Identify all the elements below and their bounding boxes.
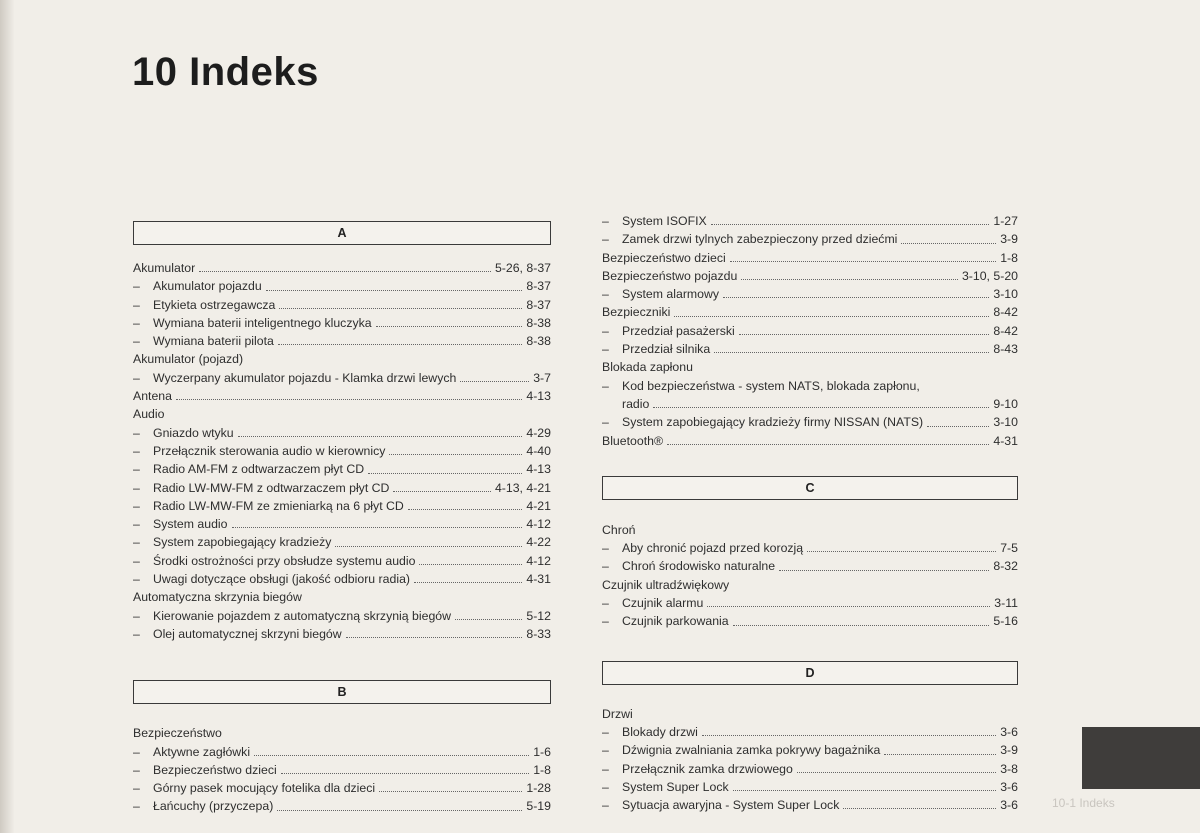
page-reference: 4-21 <box>526 498 551 513</box>
index-subentry <box>602 741 1018 759</box>
dot-leader <box>460 381 529 382</box>
dot-leader <box>232 527 523 528</box>
index-heading: Bezpieczeństwo <box>133 726 222 741</box>
dash-marker: – <box>133 425 140 440</box>
entry-label: Przedział silnika <box>622 342 711 357</box>
section-c <box>602 476 1018 631</box>
index-subentry <box>133 779 551 797</box>
dash-marker: – <box>602 798 609 813</box>
index-column-left <box>133 221 551 816</box>
dash-marker: – <box>133 762 140 777</box>
index-subentry <box>602 377 1018 395</box>
page-reference: 1-8 <box>1000 250 1018 265</box>
page-reference: 3-9 <box>1000 232 1018 247</box>
entry-label: Olej automatycznej skrzyni biegów <box>153 626 342 641</box>
entry-label: Akumulator <box>133 261 196 275</box>
entry-label: Bezpieczeństwo pojazdu <box>602 268 738 283</box>
index-subentry <box>133 424 551 442</box>
dash-marker: – <box>133 443 140 458</box>
dash-marker: – <box>133 572 140 587</box>
entry-list <box>602 521 1018 631</box>
entry-label: Kod bezpieczeństwa - system NATS, blokada zapłonu, <box>622 378 920 393</box>
dash-marker: – <box>133 626 140 641</box>
index-subentry <box>133 761 551 779</box>
entry-label: Kierowanie pojazdem z automatyczną skrzynią biegów <box>153 608 452 623</box>
index-heading: Drzwi <box>602 706 633 721</box>
dot-leader <box>368 473 522 474</box>
index-entry <box>602 432 1018 450</box>
index-subentry <box>602 796 1018 814</box>
page-reference: 4-13 <box>526 389 551 404</box>
dash-marker: – <box>602 614 609 629</box>
dot-leader <box>176 399 522 400</box>
index-subentry <box>133 369 551 387</box>
page-reference: 8-42 <box>993 305 1018 320</box>
dot-leader <box>277 810 522 811</box>
index-subentry <box>133 515 551 533</box>
dot-leader <box>901 243 996 244</box>
dot-leader <box>199 271 491 272</box>
dash-marker: – <box>602 342 609 357</box>
index-subentry <box>602 723 1018 741</box>
dot-leader <box>653 407 989 408</box>
dash-marker: – <box>602 415 609 430</box>
chapter-tab <box>1082 727 1200 789</box>
dash-marker: – <box>602 724 609 739</box>
page-reference: 5-19 <box>526 799 551 814</box>
dash-marker: – <box>133 799 140 814</box>
dot-leader <box>379 791 522 792</box>
dot-leader <box>884 754 996 755</box>
dash-marker: – <box>133 334 140 349</box>
dash-marker: – <box>133 370 140 385</box>
entry-list <box>133 259 551 643</box>
dot-leader <box>739 334 990 335</box>
page-reference: 5-12 <box>526 608 551 623</box>
page-reference: 1-8 <box>533 762 551 777</box>
index-subentry <box>602 612 1018 630</box>
dash-marker: – <box>602 378 609 393</box>
index-subentry <box>602 413 1018 431</box>
index-heading: Audio <box>133 407 165 422</box>
page-reference: 3-10, 5-20 <box>961 268 1018 283</box>
dash-marker: – <box>602 214 609 228</box>
dot-leader <box>927 426 989 427</box>
page-reference: 7-5 <box>1000 541 1018 556</box>
entry-label: System Super Lock <box>622 779 729 794</box>
dash-marker: – <box>133 480 140 495</box>
page-reference: 3-6 <box>1000 724 1018 739</box>
dash-marker: – <box>133 279 140 294</box>
dot-leader <box>702 735 996 736</box>
index-subentry <box>602 557 1018 575</box>
entry-label: Zamek drzwi tylnych zabezpieczony przed dziećmi <box>622 232 898 247</box>
page-reference: 4-29 <box>526 425 551 440</box>
dot-leader <box>238 436 523 437</box>
dot-leader <box>730 261 997 262</box>
dot-leader <box>266 290 523 291</box>
entry-label: Czujnik alarmu <box>622 596 704 611</box>
index-subentry <box>133 497 551 515</box>
page-reference: 4-22 <box>526 535 551 550</box>
dash-marker: – <box>602 287 609 302</box>
entry-label: Bezpieczeństwo dzieci <box>602 250 726 265</box>
page-reference: 1-28 <box>526 781 551 796</box>
section-a <box>133 221 551 643</box>
entry-label: Środki ostrożności przy obsłudze systemu audio <box>153 553 416 568</box>
index-subentry <box>133 607 551 625</box>
page-reference: 3-9 <box>1000 743 1018 758</box>
dot-leader <box>667 444 989 445</box>
dash-marker: – <box>602 779 609 794</box>
index-subentry <box>133 743 551 761</box>
page-reference: 8-43 <box>993 342 1018 357</box>
entry-label: System zapobiegający kradzieży <box>153 535 332 550</box>
dot-leader <box>335 546 522 547</box>
entry-label: Bluetooth® <box>602 433 664 448</box>
entry-label: Chroń środowisko naturalne <box>622 559 776 574</box>
dot-leader <box>807 551 996 552</box>
page-reference: 3-8 <box>1000 761 1018 776</box>
page-reference: 4-31 <box>526 572 551 587</box>
page-reference: 3-6 <box>1000 779 1018 794</box>
entry-label: Aby chronić pojazd przed korozją <box>622 541 804 556</box>
dot-leader <box>408 509 523 510</box>
index-entry <box>133 259 551 277</box>
index-subentry <box>133 552 551 570</box>
entry-label: Przedział pasażerski <box>622 323 735 338</box>
entry-label: Przełącznik sterowania audio w kierownicy <box>153 443 386 458</box>
index-subentry <box>602 760 1018 778</box>
entry-label: Czujnik parkowania <box>622 614 729 629</box>
page-reference: 3-7 <box>533 370 551 385</box>
dash-marker: – <box>602 596 609 611</box>
dot-leader <box>733 625 990 626</box>
dot-leader <box>346 637 523 638</box>
letter-header: A <box>133 221 551 245</box>
page-reference: 9-10 <box>993 396 1018 411</box>
entry-list <box>602 705 1018 815</box>
page-reference: 8-32 <box>993 559 1018 574</box>
index-entry <box>133 387 551 405</box>
page-reference: 1-27 <box>993 214 1018 228</box>
page-reference: 8-42 <box>993 323 1018 338</box>
index-column-right <box>602 212 1018 814</box>
dash-marker: – <box>133 297 140 312</box>
dash-marker: – <box>133 744 140 759</box>
index-heading: Chroń <box>602 522 636 537</box>
entry-label: Uwagi dotyczące obsługi (jakość odbioru radia) <box>153 572 410 587</box>
index-entry <box>602 249 1018 267</box>
index-subentry <box>133 332 551 350</box>
dot-leader <box>393 491 491 492</box>
entry-label: System audio <box>153 517 228 532</box>
dot-leader <box>843 808 996 809</box>
entry-label: Radio LW-MW-FM z odtwarzaczem płyt CD <box>153 480 390 495</box>
entry-label: Przełącznik zamka drzwiowego <box>622 761 793 776</box>
dot-leader <box>389 454 522 455</box>
entry-label: Wyczerpany akumulator pojazdu - Klamka drzwi lewych <box>153 370 457 385</box>
letter-header: B <box>133 680 551 704</box>
entry-label: Łańcuchy (przyczepa) <box>153 799 274 814</box>
page-reference: 8-33 <box>526 626 551 641</box>
entry-label: Blokady drzwi <box>622 724 698 739</box>
index-subentry <box>133 314 551 332</box>
dot-leader <box>723 297 989 298</box>
index-subentry <box>602 285 1018 303</box>
entry-label: Etykieta ostrzegawcza <box>153 297 276 312</box>
page-title: 10 Indeks <box>132 50 319 94</box>
index-subentry <box>602 212 1018 230</box>
entry-list <box>133 724 551 815</box>
dash-marker: – <box>602 232 609 247</box>
index-subentry <box>602 778 1018 796</box>
dot-leader <box>414 582 522 583</box>
index-subentry <box>133 570 551 588</box>
page-footer: 10-1 Indeks <box>1052 796 1115 810</box>
dot-leader <box>279 308 522 309</box>
index-heading: Akumulator (pojazd) <box>133 352 244 367</box>
index-subentry <box>133 533 551 551</box>
entry-label: Radio AM-FM z odtwarzaczem płyt CD <box>153 462 365 477</box>
entry-label: Sytuacja awaryjna - System Super Lock <box>622 798 840 813</box>
letter-header: D <box>602 661 1018 685</box>
dot-leader <box>376 326 523 327</box>
dash-marker: – <box>602 541 609 556</box>
entry-label: Bezpieczniki <box>602 305 671 320</box>
dash-marker: – <box>133 517 140 532</box>
index-subentry <box>133 296 551 314</box>
page-reference: 1-6 <box>533 744 551 759</box>
dot-leader <box>711 224 990 225</box>
index-subentry <box>133 479 551 497</box>
dot-leader <box>254 755 529 756</box>
index-subentry <box>133 460 551 478</box>
index-subentry <box>133 797 551 815</box>
entry-label: Wymiana baterii inteligentnego kluczyka <box>153 315 372 330</box>
index-heading: Czujnik ultradźwiękowy <box>602 577 730 592</box>
section-b <box>133 680 551 815</box>
index-subentry <box>133 277 551 295</box>
page-reference: 5-16 <box>993 614 1018 629</box>
dot-leader <box>419 564 522 565</box>
dot-leader <box>797 772 996 773</box>
dash-marker: – <box>133 498 140 513</box>
page-reference: 8-38 <box>526 334 551 349</box>
page-reference: 8-37 <box>526 297 551 312</box>
entry-label: System ISOFIX <box>622 214 707 228</box>
entry-label: Akumulator pojazdu <box>153 279 262 294</box>
page-reference: 5-26, 8-37 <box>494 261 551 275</box>
index-entry <box>602 303 1018 321</box>
page-reference: 4-12 <box>526 517 551 532</box>
page-reference: 3-6 <box>1000 798 1018 813</box>
page-reference: 3-11 <box>994 596 1018 611</box>
dash-marker: – <box>133 462 140 477</box>
dash-marker: – <box>133 781 140 796</box>
index-subentry <box>133 442 551 460</box>
dot-leader <box>741 279 958 280</box>
page-reference: 4-12 <box>526 553 551 568</box>
dot-leader <box>674 316 989 317</box>
entry-label: Wymiana baterii pilota <box>153 334 274 349</box>
index-subentry <box>602 594 1018 612</box>
section-b-continued <box>602 212 1018 450</box>
dash-marker: – <box>133 535 140 550</box>
entry-label: Bezpieczeństwo dzieci <box>153 762 277 777</box>
page-reference: 8-38 <box>526 315 551 330</box>
dot-leader <box>714 352 989 353</box>
page-reference: 8-37 <box>526 279 551 294</box>
index-heading: Blokada zapłonu <box>602 360 693 375</box>
index-subentry <box>602 322 1018 340</box>
page-gutter-shadow <box>0 0 14 833</box>
index-subentry <box>602 230 1018 248</box>
entry-label: Górny pasek mocujący fotelika dla dzieci <box>153 781 376 796</box>
dot-leader <box>707 606 990 607</box>
entry-label: Radio LW-MW-FM ze zmieniarką na 6 płyt CD <box>153 498 404 513</box>
dash-marker: – <box>133 608 140 623</box>
entry-label: System alarmowy <box>622 287 720 302</box>
dash-marker: – <box>133 553 140 568</box>
dot-leader <box>733 790 997 791</box>
entry-label: System zapobiegający kradzieży firmy NISSAN (NATS) <box>622 415 924 430</box>
entry-label: Dźwignia zwalniania zamka pokrywy bagażnika <box>622 743 881 758</box>
page-reference: 4-40 <box>526 443 551 458</box>
dot-leader <box>278 344 523 345</box>
page-reference: 4-13, 4-21 <box>494 480 551 495</box>
entry-label: radio <box>622 396 650 411</box>
dash-marker: – <box>602 761 609 776</box>
index-subentry <box>602 395 1018 413</box>
dot-leader <box>779 570 989 571</box>
dot-leader <box>281 773 530 774</box>
dot-leader <box>455 619 522 620</box>
page-reference: 4-13 <box>526 462 551 477</box>
index-subentry <box>133 625 551 643</box>
entry-label: Aktywne zagłówki <box>153 744 251 759</box>
index-entry <box>602 267 1018 285</box>
index-subentry <box>602 539 1018 557</box>
page-reference: 3-10 <box>993 287 1018 302</box>
dash-marker: – <box>602 743 609 758</box>
entry-label: Gniazdo wtyku <box>153 425 234 440</box>
letter-header: C <box>602 476 1018 500</box>
section-d <box>602 661 1018 815</box>
dash-marker: – <box>602 559 609 574</box>
dash-marker: – <box>133 315 140 330</box>
page-reference: 3-10 <box>993 415 1018 430</box>
index-subentry <box>602 340 1018 358</box>
entry-label: Antena <box>133 389 172 404</box>
page-reference: 4-31 <box>993 433 1018 448</box>
dash-marker: – <box>602 323 609 338</box>
index-heading: Automatyczna skrzynia biegów <box>133 590 302 605</box>
